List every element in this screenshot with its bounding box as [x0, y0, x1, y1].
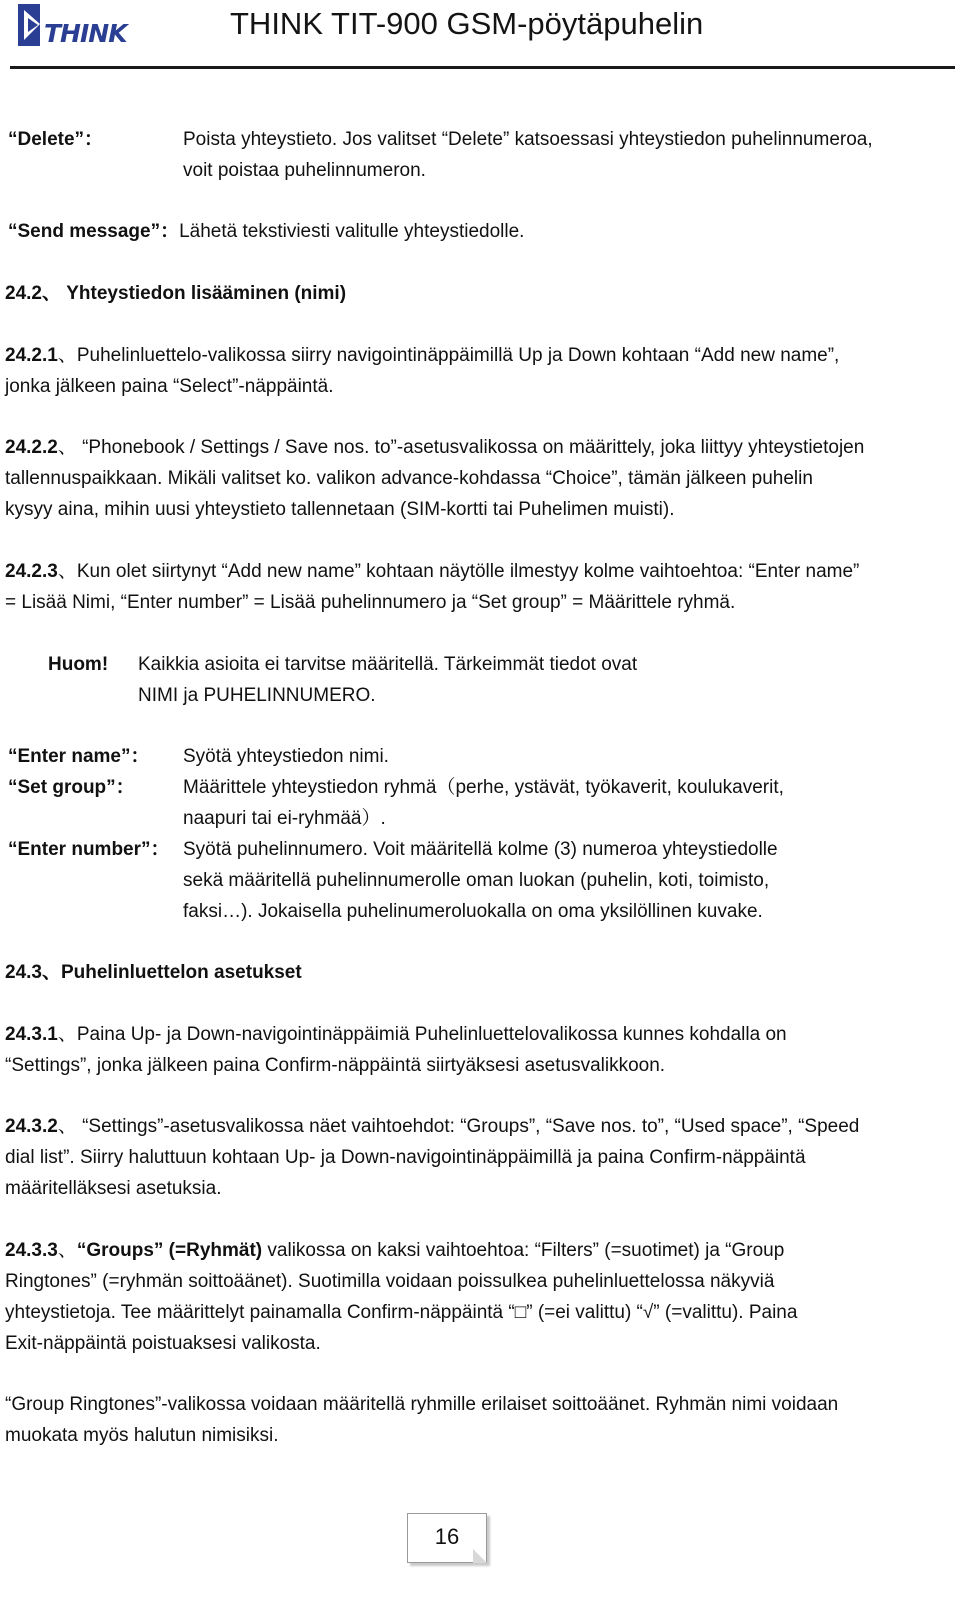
- enter-name-text: Syötä yhteystiedon nimi.: [183, 746, 389, 767]
- send-message-row: [8, 220, 524, 244]
- paragraph-24-3-2-line-1: [5, 1115, 859, 1139]
- note-text-line-1: Kaikkia asioita ei tarvitse määritellä. Tärkeimmät tiedot ovat: [138, 654, 638, 675]
- page-number-box: [407, 1513, 487, 1563]
- enter-number-text-line-1: Syötä puhelinnumero. Voit määritellä kolme (3) numeroa yhteystiedolle: [183, 839, 778, 860]
- paragraph-24-2-1-line-2: jonka jälkeen paina “Select”-näppäintä.: [5, 376, 334, 397]
- enter-number-label: “Enter number”：: [8, 839, 170, 860]
- paragraph-text: valikossa on kaksi vaihtoehtoa: “Filters” (=suotimet) ja “Group: [262, 1240, 785, 1261]
- header-divider: [10, 66, 955, 69]
- delete-label: “Delete”：: [8, 129, 104, 150]
- logo-text: THINK: [44, 19, 127, 48]
- set-group-text-line-1: Määrittele yhteystiedon ryhmä（perhe, ystävät, työkaverit, koulukaverit,: [183, 777, 784, 798]
- paragraph-number: 24.3.2: [5, 1116, 58, 1137]
- paragraph-number: 24.2.2: [5, 437, 58, 458]
- paragraph-number: 24.2.3: [5, 561, 58, 582]
- paragraph-text: 、 “Phonebook / Settings / Save nos. to”-asetusvalikossa on määrittely, joka liittyy yhteystietojen: [57, 437, 865, 458]
- paragraph-24-3-1-line-2: “Settings”, jonka jälkeen paina Confirm-näppäintä siirtyäksesi asetusvalikkoon.: [5, 1055, 666, 1076]
- paragraph-24-3-2-line-3: määritelläksesi asetuksia.: [5, 1178, 222, 1199]
- document-title: THINK TIT-900 GSM-pöytäpuhelin: [230, 6, 704, 41]
- delete-text-line-1: Poista yhteystieto. Jos valitset “Delete” katsoessasi yhteystiedon puhelinnumeroa,: [183, 129, 873, 150]
- paragraph-24-3-3-line-3: yhteystietoja. Tee määrittelyt painamalla Confirm-näppäintä “□” (=ei valittu) “√” (=valittu). Paina: [5, 1302, 798, 1323]
- paragraph-number: 24.3.3: [5, 1240, 58, 1261]
- delete-text-line-2: voit poistaa puhelinnumeron.: [183, 160, 426, 181]
- enter-number-text-line-3: faksi…). Jokaisella puhelinumeroluokalla on oma yksilöllinen kuvake.: [183, 901, 763, 922]
- paragraph-number: 24.2.1: [5, 345, 58, 366]
- paragraph-text: 、Paina Up- ja Down-navigointinäppäimiä Puhelinluettelovalikossa kunnes kohdalla on: [57, 1024, 787, 1045]
- paragraph-24-3-1-line-1: [5, 1023, 787, 1047]
- note-label: Huom!: [48, 654, 109, 675]
- page-fold-icon: [473, 1549, 487, 1563]
- section-heading-24-3: 24.3、Puhelinluettelon asetukset: [5, 962, 302, 983]
- paragraph-separator: 、: [57, 1240, 77, 1261]
- set-group-text-line-2: naapuri tai ei-ryhmää）.: [183, 808, 386, 829]
- group-ringtones-line-2: muokata myös halutun nimisiksi.: [5, 1425, 279, 1446]
- paragraph-text: 、Kun olet siirtynyt “Add new name” kohtaan näytölle ilmestyy kolme vaihtoehtoa: “Enter name”: [57, 561, 860, 582]
- section-heading-24-2: 24.2、 Yhteystiedon lisääminen (nimi): [5, 283, 347, 304]
- page-number: 16: [434, 1524, 460, 1549]
- paragraph-24-2-3-line-1: [5, 560, 859, 584]
- enter-number-text-line-2: sekä määritellä puhelinnumerolle oman luokan (puhelin, koti, toimisto,: [183, 870, 770, 891]
- send-message-text: Lähetä tekstiviesti valitulle yhteystiedolle.: [179, 221, 525, 242]
- paragraph-24-2-2-line-2: tallennuspaikkaan. Mikäli valitset ko. valikon advance-kohdassa “Choice”, tämän jälkeen puhelin: [5, 468, 813, 489]
- note-text-line-2: NIMI ja PUHELINNUMERO.: [138, 685, 376, 706]
- paragraph-24-3-3-line-1: [5, 1239, 784, 1263]
- send-message-label: “Send message”：: [8, 221, 180, 242]
- paragraph-text: 、Puhelinluettelo-valikossa siirry navigointinäppäimillä Up ja Down kohtaan “Add new name”,: [57, 345, 840, 366]
- enter-name-label: “Enter name”：: [8, 746, 150, 767]
- paragraph-24-3-3-line-2: Ringtones” (=ryhmän soittoäänet). Suotimilla voidaan poissulkea puhelinluettelossa näkyviä: [5, 1271, 775, 1292]
- paragraph-24-2-1-line-1: [5, 344, 839, 368]
- think-logo: [18, 4, 160, 46]
- group-ringtones-line-1: “Group Ringtones”-valikossa voidaan määritellä ryhmille erilaiset soittoäänet. Ryhmän nimi voidaan: [5, 1394, 839, 1415]
- paragraph-24-2-3-line-2: = Lisää Nimi, “Enter number” = Lisää puhelinnumero ja “Set group” = Määrittele ryhmä.: [5, 592, 736, 613]
- set-group-label: “Set group”：: [8, 777, 135, 798]
- paragraph-24-2-2-line-3: kysyy aina, mihin uusi yhteystieto tallennetaan (SIM-kortti tai Puhelimen muisti).: [5, 499, 675, 520]
- paragraph-24-3-3-line-4: Exit-näppäintä poistuaksesi valikosta.: [5, 1333, 321, 1354]
- page-header: [0, 0, 960, 70]
- paragraph-number: 24.3.1: [5, 1024, 58, 1045]
- paragraph-24-2-2-line-1: [5, 436, 864, 460]
- paragraph-24-3-2-line-2: dial list”. Siirry haluttuun kohtaan Up- ja Down-navigointinäppäimillä ja paina Confirm-näppäintä: [5, 1147, 806, 1168]
- paragraph-text: 、 “Settings”-asetusvalikossa näet vaihtoehdot: “Groups”, “Save nos. to”, “Used space”, “Speed: [57, 1116, 860, 1137]
- groups-term: “Groups” (=Ryhmät): [76, 1240, 263, 1261]
